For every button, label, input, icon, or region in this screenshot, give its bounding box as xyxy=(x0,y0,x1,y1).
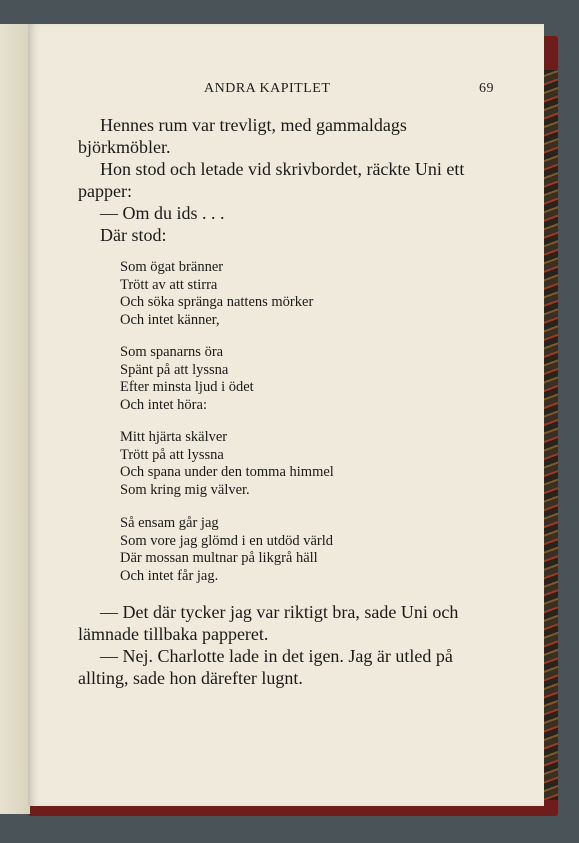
paragraph: Där stod: xyxy=(100,225,167,245)
poem-stanza xyxy=(120,515,333,585)
poem-line: Och spana under den tomma himmel xyxy=(120,464,334,481)
poem-line: Trött på att lyssna xyxy=(120,446,224,463)
paragraph: — Det där tycker jag var riktigt bra, sade Uni och lämnade tillbaka papperet. xyxy=(78,602,459,644)
running-title: ANDRA KAPITLET xyxy=(204,81,331,96)
poem-line: Som spanarns öra xyxy=(120,344,224,360)
poem-line: Trött av att stirra xyxy=(120,276,218,293)
poem-line: Där mossan multnar på likgrå häll xyxy=(120,550,318,567)
poem-line: Som vore jag glömd i en utdöd värld xyxy=(120,532,334,549)
poem-line: Som ögat bränner xyxy=(120,259,224,275)
poem-line: Som kring mig välver. xyxy=(120,481,250,498)
poem-line: Så ensam går jag xyxy=(120,515,219,531)
poem-line: Och intet känner, xyxy=(120,311,220,328)
poem-line: Och söka spränga nattens mörker xyxy=(120,294,314,311)
paragraph: Hon stod och letade vid skrivbordet, räckte Uni ett papper: xyxy=(78,159,465,201)
poem-line: Och intet får jag. xyxy=(120,567,219,584)
outro-text xyxy=(78,601,468,689)
paragraph: — Nej. Charlotte lade in det igen. Jag är utled på allting, sade hon därefter lugnt. xyxy=(78,646,453,688)
paragraph: Hennes rum var trevligt, med gammaldags björkmöbler. xyxy=(78,115,407,157)
poem-stanza xyxy=(120,344,254,414)
poem-line: Efter minsta ljud i ödet xyxy=(120,379,254,396)
book-page xyxy=(28,24,544,806)
poem-stanza xyxy=(120,429,334,499)
page-number: 69 xyxy=(479,81,494,96)
poem-stanza xyxy=(120,259,313,329)
facing-page-edge xyxy=(0,24,30,814)
poem-line: Och intet höra: xyxy=(120,396,207,413)
paragraph: — Om du ids . . . xyxy=(100,203,225,223)
poem-line: Spänt på att lyssna xyxy=(120,361,229,378)
intro-text xyxy=(78,114,468,246)
poem-line: Mitt hjärta skälver xyxy=(120,429,228,445)
